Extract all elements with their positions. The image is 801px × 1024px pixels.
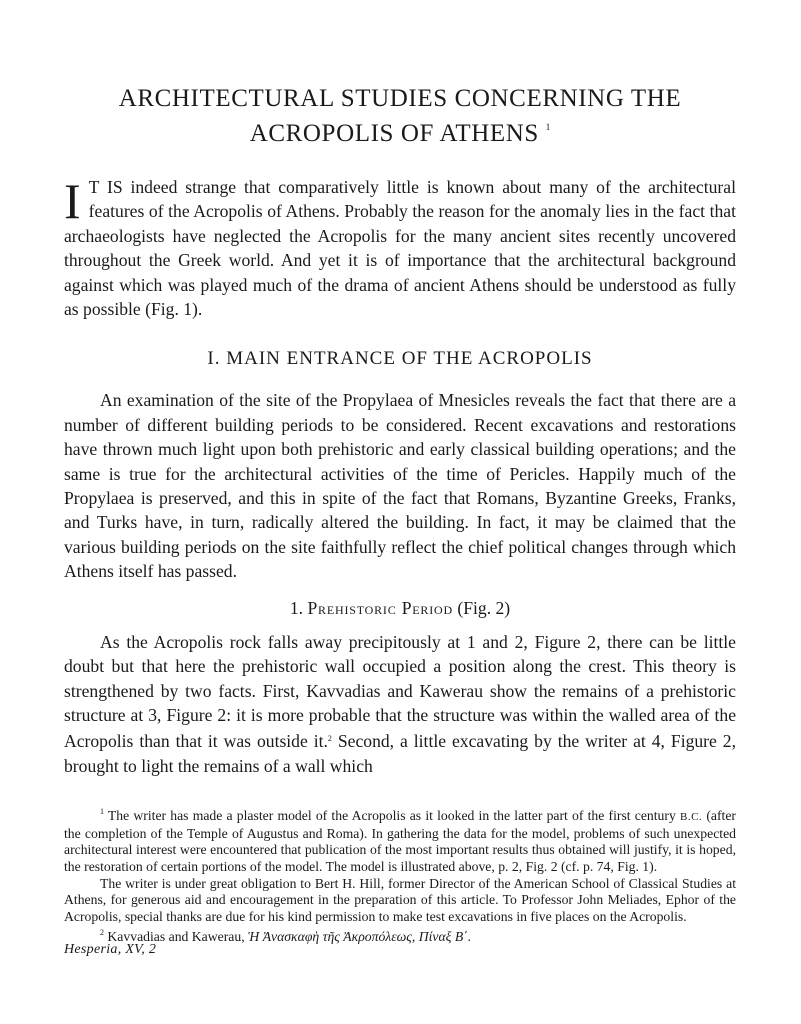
drop-cap: I (64, 173, 81, 229)
article-title (64, 84, 736, 148)
footnote-2-mark: 2 (100, 928, 104, 938)
footnotes (64, 804, 736, 946)
subsection-text-1: As the Acropolis rock falls away precipitously at 1 and 2, Figure 2, there can be little doubt but that here the prehistoric wall occupied a position along the crest. This theory is strengthened by two facts. First, Kavvadias and Kawerau show the remains of a prehistoric structure at 3, Figure 2: it is more probable that the structure was within the walled area of the Acropolis than that it was outside it. (64, 631, 736, 752)
subsection-heading (64, 596, 736, 620)
footnote-2-text: Kavvadias and Kawerau, (104, 929, 249, 945)
subsection-text-2: Second, a little excavating by the writer at 4, Figure 2, brought to light the remains of a wall which (64, 731, 736, 776)
journal-signature: Hesperia, XV, 2 (64, 942, 157, 957)
footnote-1-text-b: (after the completion of the Temple of Augustus and Roma). In gathering the data for the model, problems of such unexpected architectural interest were encountered that publication of the most important results thus obtained will justify, it is hoped, the restoration of certain portions of the model. The model is illustrated above, p. 2, Fig. 2 (cf. p. 74, Fig. 1). (64, 808, 736, 874)
section-paragraph: An examination of the site of the Propylaea of Mnesicles reveals the fact that there are a number of different building periods to be considered. Recent excavations and restorations have thrown much light upon both prehistoric and early classical building operations; and the same is true for the architectural activities of the time of Pericles. Happily much of the Propylaea is preserved, and this in spite of the fact that Romans, Byzantine Greeks, Franks, and Turks have, in turn, radically altered the building. In fact, it may be claimed that the various building periods on the site faithfully reflect the chief political changes through which Athens itself has passed. (64, 390, 736, 582)
footnote-1-bc: B.C. (679, 811, 703, 824)
footnote-1-continued: The writer is under great obligation to Bert H. Hill, former Director of the American School of Classical Studies at Athens, for generous aid and encouragement in the preparation of this article. To Professor John Meliades, Ephor of the Acropolis, special thanks are due for his kind permission to make test excavations in five places on the Acropolis. (64, 875, 736, 924)
footnote-1-mark: 1 (100, 807, 104, 817)
title-line-2: ACROPOLIS OF ATHENS (249, 120, 539, 147)
footnote-1-text-a: The writer has made a plaster model of the Acropolis as it looked in the latter part of the first century (104, 808, 680, 824)
intro-text: T IS indeed strange that comparatively little is known about many of the architectural features of the Acropolis of Athens. Probably the reason for the anomaly lies in the fact that archaeologists have neglected the Acropolis for the many ancient sites recently uncovered throughout the Greek world. And yet it is of importance that the architectural background against which was played much of the drama of ancient Athens should be understood as fully as possible (Fig. 1). (64, 177, 736, 320)
page-body (64, 84, 736, 946)
subsection-paragraph (64, 630, 736, 778)
intro-paragraph (64, 175, 736, 321)
subsection-fig-ref: (Fig. 2) (457, 597, 511, 618)
footnote-2 (64, 925, 736, 946)
title-line-1: ARCHITECTURAL STUDIES CONCERNING THE (118, 85, 682, 112)
subsection-number: 1. (289, 597, 304, 618)
footnote-ref-2: 2 (327, 734, 332, 744)
section-heading: I. MAIN ENTRANCE OF THE ACROPOLIS (207, 348, 593, 370)
footnote-2-greek: Ἡ Ἀνασκαφὴ τῆς Ἀκροπόλεως, Πίναξ Β΄. (248, 929, 472, 945)
footnote-1 (64, 804, 736, 875)
title-footnote-mark: 1 (545, 122, 551, 132)
subsection-title: Prehistoric Period (307, 597, 453, 618)
